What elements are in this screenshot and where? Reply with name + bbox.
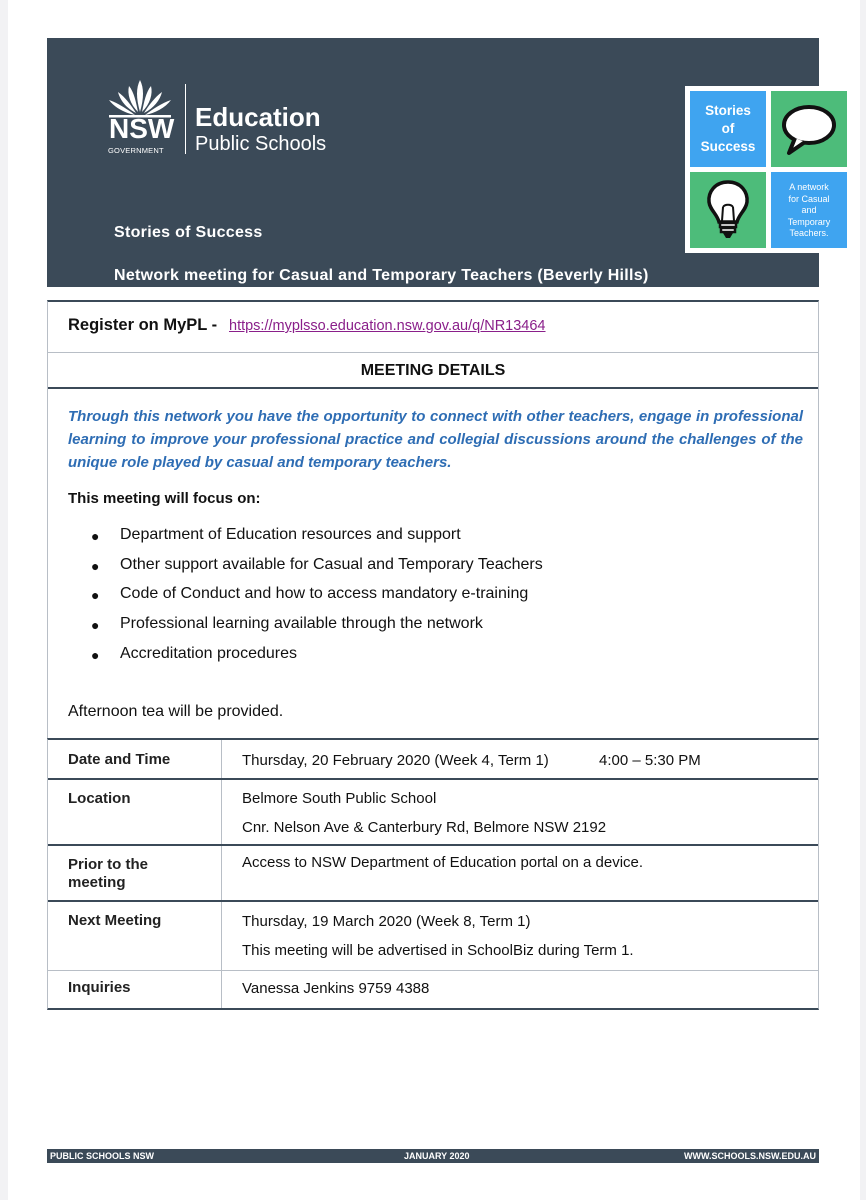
time-value: 4:00 – 5:30 PM [599, 752, 701, 769]
public-schools-wordmark: Public Schools [195, 133, 327, 155]
stories-of-success-badge [685, 86, 853, 253]
badge-title-tile [690, 91, 766, 167]
banner-subtitle: Network meeting for Casual and Temporary Teachers (Beverly Hills) [114, 267, 649, 284]
meeting-details-heading: MEETING DETAILS [360, 362, 506, 379]
focus-list [91, 526, 543, 674]
prior-label: Prior to the meeting [68, 856, 149, 891]
logo-divider [185, 84, 186, 154]
nsw-wordmark: NSW [109, 113, 175, 144]
speech-bubble-icon [771, 91, 847, 167]
focus-item: ● Other support available for Casual and Temporary Teachers [91, 555, 543, 574]
bullet-icon: ● [91, 557, 100, 574]
register-row [48, 302, 818, 353]
table-row-next [48, 900, 818, 970]
inquiries-value: Vanessa Jenkins 9759 4388 [242, 980, 430, 997]
badge-title-line: of [721, 121, 735, 136]
date-label: Date and Time [68, 751, 171, 768]
speech-bubble-tile [771, 91, 847, 167]
prior-value: Access to NSW Department of Education portal on a device. [242, 854, 644, 871]
table-row-date [48, 740, 818, 778]
next-meeting-line-1: Thursday, 19 March 2020 (Week 8, Term 1) [242, 913, 531, 930]
inquiries-label: Inquiries [68, 979, 131, 996]
bullet-icon: ● [91, 617, 100, 634]
footer-date: JANUARY 2020 [404, 1151, 470, 1161]
nsw-education-logo [105, 78, 365, 158]
bullet-icon: ● [91, 646, 100, 663]
lightbulb-tile [690, 172, 766, 248]
bullet-icon: ● [91, 587, 100, 604]
location-line-2: Cnr. Nelson Ave & Canterbury Rd, Belmore NSW 2192 [242, 819, 607, 836]
location-label: Location [68, 790, 131, 807]
footer-bar [47, 1149, 819, 1163]
bullet-icon: ● [91, 528, 100, 544]
footer-left: PUBLIC SCHOOLS NSW [50, 1151, 155, 1161]
footer-website: WWW.SCHOOLS.NSW.EDU.AU [684, 1151, 816, 1161]
government-label: GOVERNMENT [108, 146, 164, 155]
focus-item: ● Department of Education resources and support [91, 526, 461, 544]
badge-tagline-line: Teachers. [789, 228, 829, 238]
waratah-icon [105, 78, 175, 118]
register-link[interactable]: https://myplsso.education.nsw.gov.au/q/NR13464 [229, 318, 546, 334]
badge-tagline-line: A network [789, 182, 829, 192]
focus-item: ● Accreditation procedures [91, 644, 297, 663]
afternoon-tea-note: Afternoon tea will be provided. [68, 703, 284, 720]
next-meeting-line-2: This meeting will be advertised in SchoolBiz during Term 1. [242, 942, 634, 959]
lightbulb-icon [690, 172, 766, 248]
badge-title-line: Stories [705, 103, 751, 118]
meeting-info-table [47, 738, 819, 1010]
badge-tagline-line: Temporary [787, 216, 831, 227]
meeting-content-box [47, 300, 819, 738]
header-banner [47, 38, 831, 287]
focus-item: ● Code of Conduct and how to access mandatory e-training [91, 585, 529, 604]
table-row-inquiries [48, 970, 818, 1008]
badge-title-line: Success [700, 139, 756, 154]
focus-item: ● Professional learning available through the network [91, 615, 483, 634]
next-meeting-label: Next Meeting [68, 912, 162, 929]
badge-tagline-tile [771, 172, 847, 248]
badge-tagline-line: and [801, 205, 817, 215]
banner-title: Stories of Success [114, 224, 263, 241]
focus-heading: This meeting will focus on: [68, 490, 261, 507]
table-row-prior [48, 844, 818, 900]
date-value: Thursday, 20 February 2020 (Week 4, Term 1) [242, 752, 549, 769]
meeting-details-header [48, 353, 818, 389]
table-row-location [48, 778, 818, 844]
intro-paragraph: Through this network you have the opportunity to connect with other teachers, engage in professional learning to improve your professional practice and collegial discussions around the challenges of the unique role played by casual and temporary teachers. [68, 408, 803, 471]
badge-tagline-line: for Casual [788, 193, 830, 204]
location-line-1: Belmore South Public School [242, 790, 437, 807]
register-label: Register on MyPL - [68, 316, 218, 334]
education-wordmark: Education [195, 102, 321, 132]
